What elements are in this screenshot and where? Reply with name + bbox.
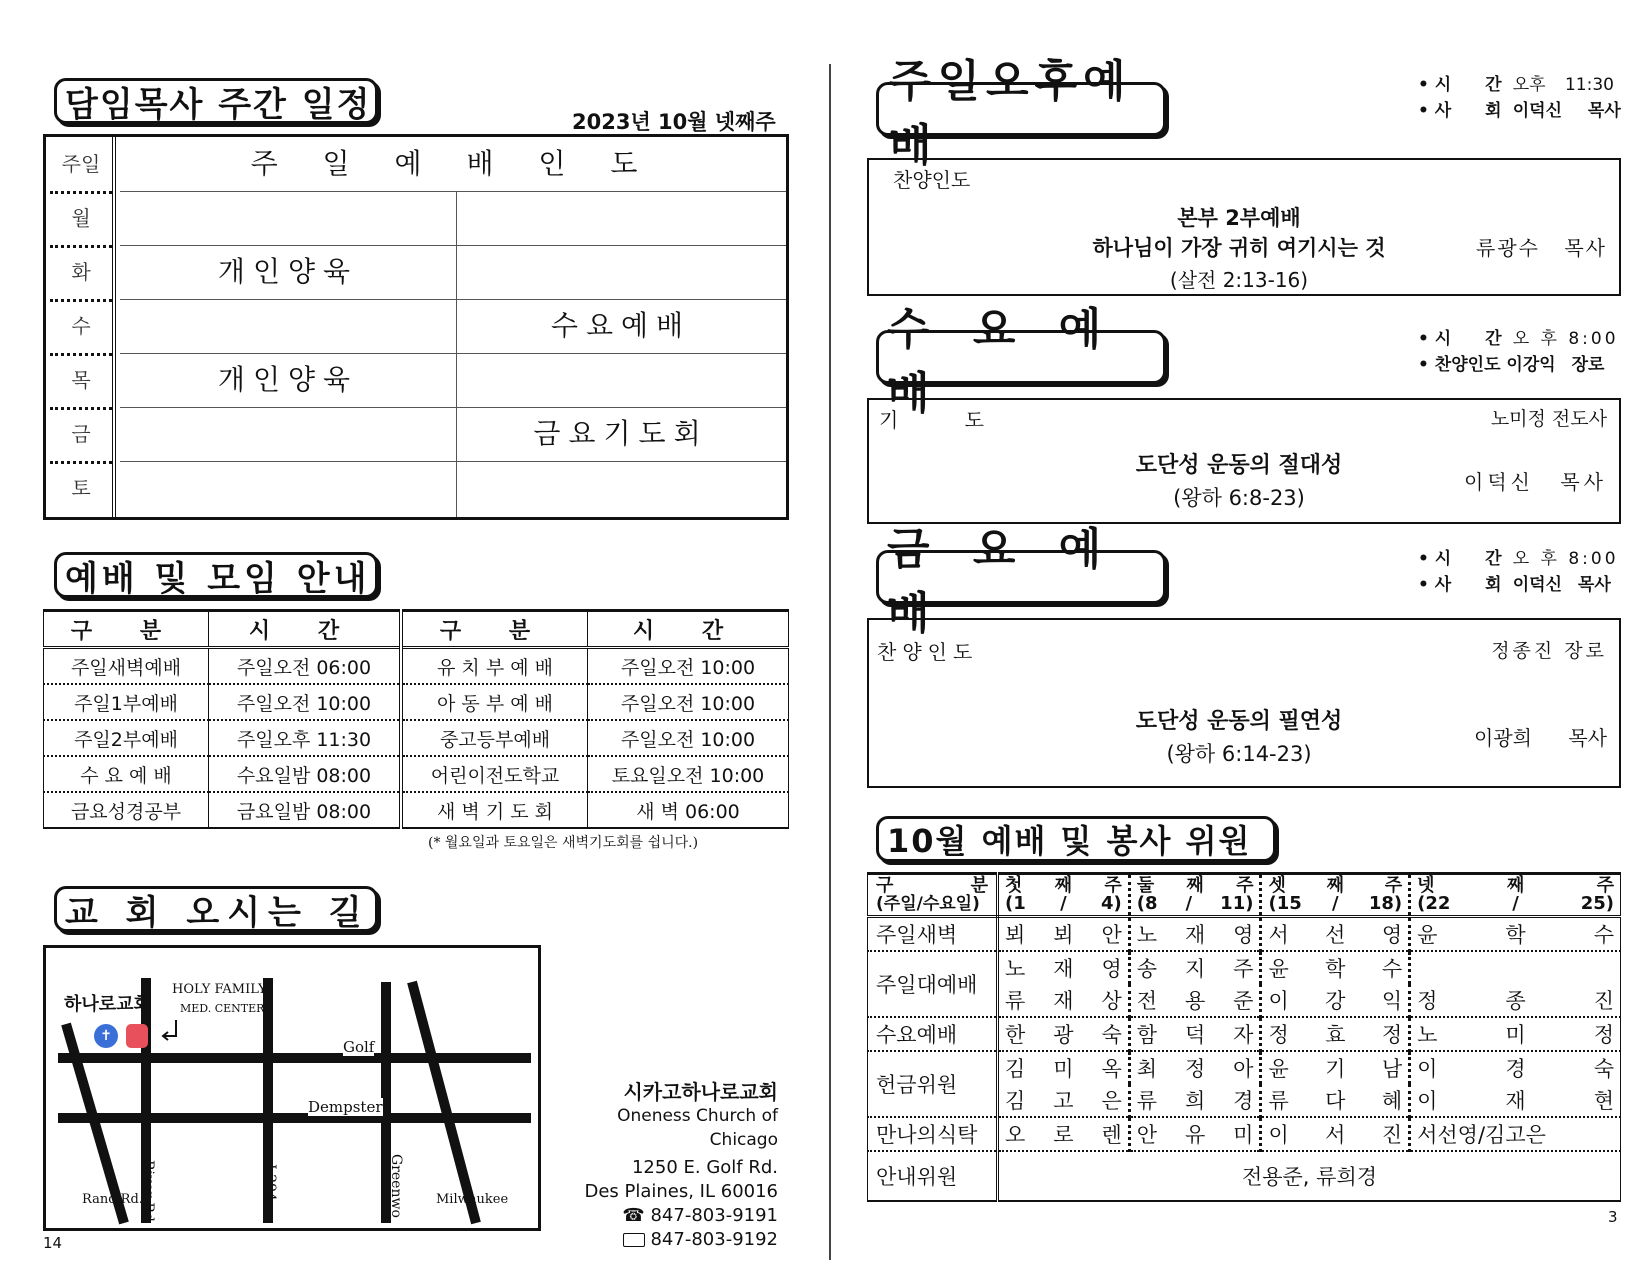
table-header: 첫 째 주 (1 / 4): [998, 874, 1130, 917]
wednesday-sermon: 도단성 운동의 절대성: [1135, 453, 1343, 478]
table-cell: 수요일밤 08:00: [209, 756, 402, 792]
milwaukee-label: Milwaukee: [436, 1192, 509, 1207]
row-label: 주일새벽: [868, 917, 998, 952]
table-cell: 이 재 현: [1410, 1084, 1621, 1117]
meta-key: 시 간: [1434, 549, 1516, 569]
row-label: 헌금위원: [868, 1051, 998, 1117]
church-cross-icon: ✝: [94, 1024, 118, 1048]
row-label: 안내위원: [868, 1151, 998, 1201]
table-cell: 노 재 영: [998, 951, 1130, 984]
dempster-road-label: Dempster: [308, 1098, 383, 1116]
table-cell: 이 서 진: [1261, 1117, 1410, 1151]
meta-value: 오후 11:30: [1512, 75, 1614, 95]
table-cell: 주일2부예배: [44, 720, 209, 756]
praise-leader-label: 찬양인도: [877, 640, 979, 664]
table-cell: 주일오전 06:00: [209, 648, 402, 685]
table-row: [44, 648, 789, 685]
table-cell: 주일1부예배: [44, 684, 209, 720]
day-label: 주일: [61, 152, 101, 176]
table-cell: 김 미 옥: [998, 1051, 1130, 1084]
fax-line: [552, 1228, 778, 1252]
afternoon-service-title: 주일오후예배: [876, 82, 1166, 136]
friday-meta: • 시 간 오 후 8:00 • 사 회 이덕신 목사: [1418, 546, 1619, 598]
table-header: 둘 째 주 (8 / 11): [1129, 874, 1261, 917]
row-label: 만나의식탁: [868, 1117, 998, 1151]
afternoon-sermon: 하나님이 가장 귀히 여기시는 것: [1092, 236, 1386, 260]
street-address: 1250 E. Golf Rd.: [631, 1157, 778, 1178]
schedule-divider: [456, 191, 457, 517]
table-cell: 수 요 예 배: [44, 756, 209, 792]
meetings-table: [43, 609, 789, 829]
day-label: 월: [71, 206, 91, 230]
meta-key: 시 간: [1434, 329, 1516, 349]
table-row: [44, 684, 789, 720]
thursday-entry: 개인양육: [217, 363, 359, 396]
prayer-label: 기 도: [879, 408, 984, 432]
meetings-note: (* 월요일과 토요일은 새벽기도회를 쉽니다.): [428, 835, 699, 851]
afternoon-verse: (살전 2:13-16): [1169, 268, 1309, 292]
tuesday-entry: 개인양육: [217, 255, 359, 288]
table-cell: 송 지 주: [1129, 951, 1261, 984]
table-cell: 유 치 부 예 배: [401, 648, 588, 685]
guide-value: 전용준, 류희경: [998, 1151, 1621, 1201]
row-label: 수요예배: [868, 1017, 998, 1051]
hospital-marker-icon: [126, 1024, 148, 1048]
table-cell: 정 종 진: [1410, 984, 1621, 1017]
table-cell: 오 로 렌: [998, 1117, 1130, 1151]
church-name-korean: 시카고하나로교회: [623, 1080, 778, 1104]
church-address: [552, 1080, 778, 1252]
duty-title: 10월 예배 및 봉사 위원: [876, 816, 1276, 862]
table-cell: 윤 기 남: [1261, 1051, 1410, 1084]
friday-box: [867, 618, 1621, 788]
table-cell: 전 용 준: [1129, 984, 1261, 1017]
church-label: 하나로교회: [64, 994, 151, 1015]
table-header: [868, 874, 998, 917]
day-label: 토: [71, 476, 91, 500]
table-cell: 노 미 정: [1410, 1017, 1621, 1051]
meta-key: 찬양인도: [1434, 355, 1501, 375]
page-divider: [829, 64, 831, 1260]
table-row: [44, 756, 789, 792]
table-cell: 류 희 경: [1129, 1084, 1261, 1117]
table-cell: 금요성경공부: [44, 792, 209, 828]
table-header-row: [868, 874, 1621, 917]
table-row: [868, 951, 1621, 984]
afternoon-preacher: 류광수 목사: [1476, 236, 1607, 260]
table-cell: 노 재 영: [1129, 917, 1261, 952]
river-road-label: River Rd: [140, 1160, 156, 1222]
table-row: [868, 917, 1621, 952]
folder-icon: [623, 1233, 645, 1247]
directions-map: [43, 945, 541, 1231]
meta-value: 오 후 8:00: [1512, 329, 1619, 349]
table-cell: 최 정 아: [1129, 1051, 1261, 1084]
praise-leader-name: 정종진 장로: [1491, 640, 1607, 662]
table-cell: 정 효 정: [1261, 1017, 1410, 1051]
table-header: 구 분: [44, 611, 209, 648]
wednesday-service-title: 수 요 예 배: [876, 330, 1166, 384]
table-cell: 이 강 익: [1261, 984, 1410, 1017]
table-cell: 아 동 부 예 배: [401, 684, 588, 720]
day-label: 수: [71, 314, 91, 338]
header-sublabel: (주일/수요일): [876, 894, 980, 914]
table-cell: [1410, 951, 1621, 984]
prayer-leader: 노미정 전도사: [1490, 408, 1607, 430]
friday-service-title: 금 요 예 배: [876, 550, 1166, 604]
friday-sermon: 도단성 운동의 필연성: [1135, 709, 1343, 734]
meta-key: 사 회: [1434, 575, 1516, 595]
table-cell: 김 고 은: [998, 1084, 1130, 1117]
table-cell: 윤 학 수: [1410, 917, 1621, 952]
table-header: 셋 째 주 (15 / 18): [1261, 874, 1410, 917]
table-row: [868, 1117, 1621, 1151]
meta-value: 이강익 장로: [1506, 355, 1605, 375]
table-cell: 함 덕 자: [1129, 1017, 1261, 1051]
table-header: 시 간: [209, 611, 402, 648]
meta-value: 이덕신 목사: [1512, 575, 1611, 595]
friday-verse: (왕하 6:14-23): [1166, 742, 1312, 766]
wednesday-preacher: 이덕신 목사: [1464, 470, 1607, 494]
table-row: [868, 1051, 1621, 1084]
page-number-right: 3: [1608, 1208, 1618, 1226]
table-row: [868, 1017, 1621, 1051]
table-row: [44, 720, 789, 756]
table-row: [868, 1151, 1621, 1201]
table-cell: 주일오후 11:30: [209, 720, 402, 756]
table-cell: 이 경 숙: [1410, 1051, 1621, 1084]
table-cell: 주일새벽예배: [44, 648, 209, 685]
meetings-title: 예배 및 모임 안내: [54, 552, 378, 598]
table-header: 시 간: [588, 611, 789, 648]
afternoon-meta: • 시 간 오후 11:30 • 사 회 이덕신 목사: [1418, 72, 1621, 124]
page-number-left: 14: [43, 1234, 63, 1252]
table-cell: 어린이전도학교: [401, 756, 588, 792]
directions-title: 교 회 오시는 길: [54, 886, 378, 932]
table-cell: 류 재 상: [998, 984, 1130, 1017]
golf-road-label: Golf: [343, 1038, 375, 1056]
praise-leader-label: 찬양인도: [893, 168, 971, 192]
friday-preacher: 이광희 목사: [1474, 726, 1607, 750]
phone-line: [552, 1204, 778, 1228]
wednesday-box: [867, 398, 1621, 524]
meta-value: 오 후 8:00: [1512, 549, 1619, 569]
table-cell: 서선영/김고은: [1410, 1117, 1621, 1151]
table-cell: 윤 학 수: [1261, 951, 1410, 984]
wednesday-verse: (왕하 6:8-23): [1173, 486, 1305, 510]
table-cell: 뵈 뵈 안: [998, 917, 1130, 952]
day-label: 금: [71, 422, 91, 446]
table-cell: 주일오전 10:00: [588, 684, 789, 720]
wednesday-entry: 수요예배: [550, 309, 692, 342]
i294-label: I-294: [262, 1164, 278, 1201]
phone-icon: ☎: [622, 1205, 645, 1226]
table-cell: 토요일오전 10:00: [588, 756, 789, 792]
fax-number: 847-803-9192: [650, 1229, 778, 1250]
hospital-label: HOLY FAMILY: [172, 982, 267, 997]
table-cell: 금요일밤 08:00: [209, 792, 402, 828]
hospital-label-2: MED. CENTER: [180, 1002, 265, 1015]
table-cell: 안 유 미: [1129, 1117, 1261, 1151]
duty-table: [867, 872, 1621, 1202]
table-row: [44, 792, 789, 828]
table-header: 구 분: [401, 611, 588, 648]
table-header: 넷 째 주 (22 / 25): [1410, 874, 1621, 917]
table-cell: 한 광 숙: [998, 1017, 1130, 1051]
sunday-entry: 주 일 예 배 인 도: [250, 147, 656, 180]
phone-number: 847-803-9191: [650, 1205, 778, 1226]
table-cell: 새 벽 06:00: [588, 792, 789, 828]
city-address: Des Plaines, IL 60016: [584, 1181, 778, 1202]
afternoon-line1: 본부 2부예배: [1177, 206, 1301, 230]
day-label: 화: [71, 260, 91, 284]
weekly-schedule-table: [43, 134, 789, 520]
header-label: 구 분: [876, 875, 988, 896]
table-cell: 주일오전 10:00: [588, 720, 789, 756]
greenwood-label: Greenwo: [388, 1154, 404, 1218]
meta-key: 사 회: [1434, 101, 1516, 121]
friday-entry: 금요기도회: [533, 417, 709, 450]
row-label: 주일대예배: [868, 951, 998, 1017]
schedule-week: 2023년 10월 넷째주: [572, 110, 776, 134]
church-name-english: Oneness Church of Chicago: [617, 1106, 778, 1150]
table-cell: 새 벽 기 도 회: [401, 792, 588, 828]
table-cell: 류 다 혜: [1261, 1084, 1410, 1117]
afternoon-box: [867, 158, 1621, 296]
schedule-title: 담임목사 주간 일정: [54, 78, 378, 124]
table-cell: 중고등부예배: [401, 720, 588, 756]
table-cell: 주일오전 10:00: [588, 648, 789, 685]
rand-road-label: Rand Rd.: [82, 1192, 143, 1207]
table-cell: 서 선 영: [1261, 917, 1410, 952]
table-cell: 주일오전 10:00: [209, 684, 402, 720]
meta-key: 시 간: [1434, 75, 1516, 95]
meta-value: 이덕신 목사: [1512, 101, 1621, 121]
wednesday-meta: • 시 간 오 후 8:00 • 찬양인도 이강익 장로: [1418, 326, 1619, 378]
day-label: 목: [71, 368, 91, 392]
